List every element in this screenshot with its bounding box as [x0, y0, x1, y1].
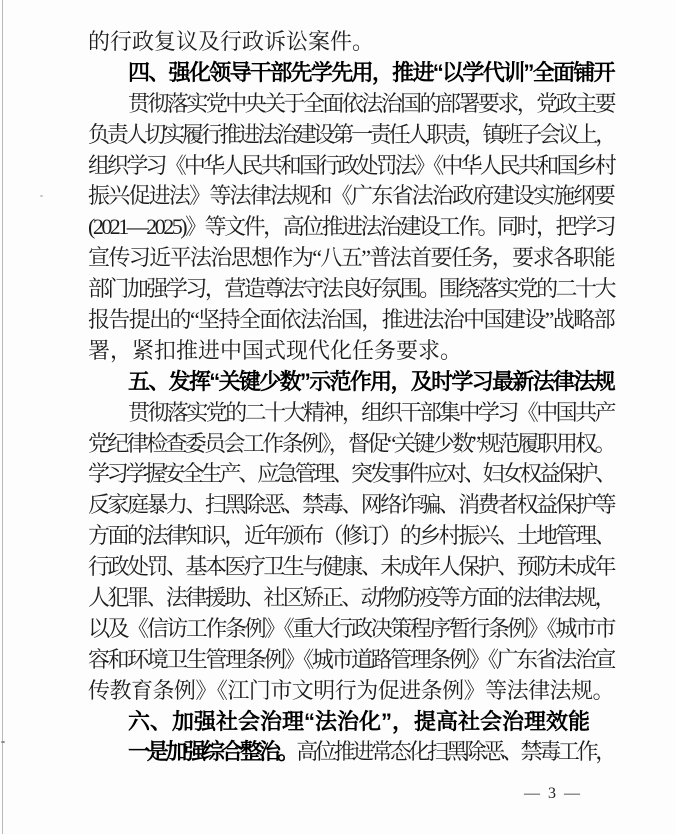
- text-line: [88, 552, 614, 583]
- text-run: 传教育条例》《江门市文明行为促进条例》等法律法规。: [88, 677, 614, 703]
- text-line: [88, 27, 614, 58]
- section-heading: [88, 367, 614, 398]
- text-run: 容和环境卫生管理条例》《城市道路管理条例》《广东省法治宣: [88, 646, 614, 672]
- text-line: [88, 429, 614, 460]
- text-run: 负责人切实履行推进法治建设第一责任人职责，镇班子会议上，: [88, 121, 614, 147]
- text-line: [88, 151, 614, 182]
- text-line: [88, 490, 614, 521]
- text-run: 报告提出的“坚持全面依法治国，推进法治中国建设”战略部: [88, 307, 615, 333]
- text-line: [88, 305, 614, 336]
- text-run: 宣传习近平法治思想作为“八五”普法首要任务，要求各职能: [88, 245, 615, 271]
- text-line: [88, 181, 614, 212]
- section-heading: [88, 707, 614, 738]
- text-run: 行政处罚、基本医疗卫生与健康、未成年人保护、预防未成年: [88, 554, 614, 580]
- text-line: [88, 645, 614, 676]
- text-line: [88, 583, 614, 614]
- text-line: [88, 521, 614, 552]
- text-run: 署，紧扣推进中国式现代化任务要求。: [88, 337, 463, 363]
- scan-speck: [1, 741, 5, 743]
- text-line: [88, 89, 614, 120]
- text-run: 贯彻落实党中央关于全面依法治国的部署要求，党政主要: [128, 90, 614, 116]
- text-line: [88, 336, 614, 367]
- text-line: [88, 212, 614, 243]
- text-run: 六、加强社会治理“法治化”，提高社会治理效能: [128, 708, 591, 734]
- text-line: [88, 274, 614, 305]
- text-run: 的行政复议及行政诉讼案件。: [88, 29, 375, 54]
- text-line: [88, 243, 614, 274]
- text-run: 四、强化领导干部先学先用，推进“以学代训”全面铺开: [128, 59, 614, 85]
- text-run: 组织学习《中华人民共和国行政处罚法》《中华人民共和国乡村: [88, 152, 614, 178]
- text-run: 方面的法律知识，近年颁布（修订）的乡村振兴、土地管理、: [88, 523, 614, 549]
- text-line: [88, 398, 614, 429]
- text-run: 党纪律检查委员会工作条例》，督促“关键少数”规范履职用权。: [88, 430, 614, 456]
- text-run: 振兴促进法》等法律法规和《广东省法治政府建设实施纲要: [88, 183, 614, 209]
- text-run: 部门加强学习，营造尊法守法良好氛围。围绕落实党的二十大: [88, 276, 614, 302]
- bold-run: 一是加强综合整治。: [128, 739, 297, 765]
- text-line: [88, 120, 614, 151]
- section-heading: [88, 58, 614, 89]
- page-number: — 3 —: [524, 785, 582, 802]
- text-run: 以及《信访工作条例》《重大行政决策程序暂行条例》《城市市: [88, 615, 614, 641]
- text-line: [88, 459, 614, 490]
- text-run: 人犯罪、法律援助、社区矫正、动物防疫等方面的法律法规，: [88, 585, 614, 611]
- text-run: 贯彻落实党的二十大精神，组织干部集中学习《中国共产: [128, 399, 614, 425]
- text-run: 五、发挥“关键少数”示范作用，及时学习最新法律法规: [128, 368, 614, 394]
- text-run: 学习学握安全生产、应急管理、突发事件应对、妇女权益保护、: [88, 461, 614, 487]
- scan-edge-line: [2, 0, 3, 834]
- text-line: [88, 737, 614, 768]
- text-line: [88, 614, 614, 645]
- text-line: [88, 676, 614, 707]
- text-run: 反家庭暴力、扫黑除恶、禁毒、网络诈骗、消费者权益保护等: [88, 492, 614, 518]
- text-run: (2021—2025)》等文件，高位推进法治建设工作。同时，把学习: [88, 214, 614, 240]
- text-run: 高位推进常态化扫黑除恶、禁毒工作，: [296, 739, 614, 765]
- text-column: [88, 27, 614, 768]
- scan-speck: [40, 195, 43, 197]
